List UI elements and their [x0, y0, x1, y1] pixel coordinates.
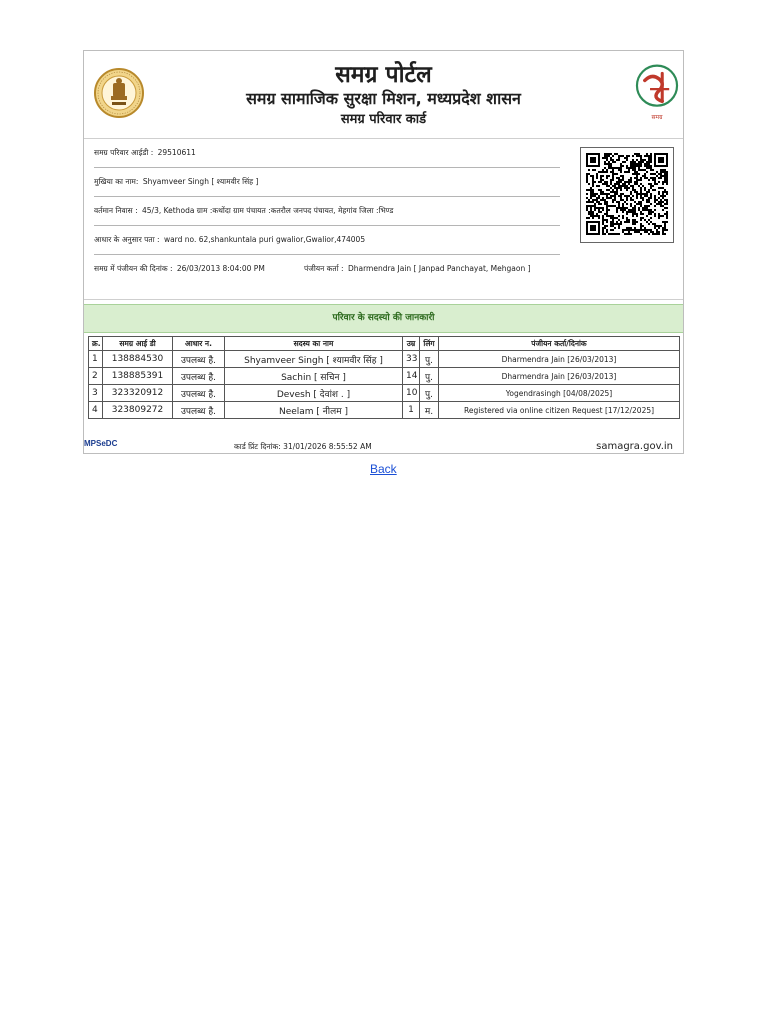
qr-code: [580, 147, 674, 243]
col-registrar-date: पंजीयन कर्ता/दिनांक: [439, 337, 680, 351]
cell-serial: 4: [89, 402, 103, 419]
card-title: समग्र परिवार कार्ड: [340, 112, 427, 127]
card-print-date: कार्ड प्रिंट दिनांक: 31/01/2026 8:55:52 AM: [234, 442, 372, 451]
cell-aadhaar: उपलब्ध है.: [173, 385, 225, 402]
family-id-label: समग्र परिवार आईडी :: [94, 148, 154, 157]
logo-caption: समग्र: [651, 114, 663, 121]
col-serial: क्र.: [89, 337, 103, 351]
cell-registrar-date: Dharmendra Jain [26/03/2013]: [439, 368, 680, 385]
members-table: [88, 336, 680, 419]
col-samagra-id: समग्र आई डी: [103, 337, 173, 351]
col-gender: लिंग: [420, 337, 439, 351]
cell-member-name: Neelam [ नीलम ]: [225, 402, 403, 419]
family-card: [83, 50, 684, 454]
head-name-value: Shyamveer Singh [ श्यामवीर सिंह ]: [142, 177, 259, 186]
aadhaar-address-value: ward no. 62,shankuntala puri gwalior,Gwalior,474005: [163, 235, 366, 244]
address-row: [94, 197, 560, 226]
family-id-row: [94, 139, 560, 168]
portal-title: समग्र पोर्टल: [335, 62, 432, 88]
table-row: [89, 402, 680, 419]
cell-samagra-id: 138885391: [103, 368, 173, 385]
aadhaar-address-row: [94, 226, 560, 255]
cell-registrar-date: Dharmendra Jain [26/03/2013]: [439, 351, 680, 368]
cell-age: 14: [403, 368, 420, 385]
cell-samagra-id: 323320912: [103, 385, 173, 402]
registrar-label: पंजीयन कर्ता :: [304, 264, 344, 273]
cell-member-name: Shyamveer Singh [ श्यामवीर सिंह ]: [225, 351, 403, 368]
cell-member-name: Sachin [ सचिन ]: [225, 368, 403, 385]
address-label: वर्तमान निवास :: [94, 206, 138, 215]
address-value: 45/3, Kethoda ग्राम :कथोंदा ग्राम पंचायत :कतरौल जनपद पंचायत, मेहगांव जिला :भिण्ड: [142, 206, 394, 215]
table-row: [89, 385, 680, 402]
registration-row: [94, 255, 560, 283]
registrar-value: Dharmendra Jain [ Janpad Panchayat, Mehgaon ]: [347, 264, 531, 273]
members-header-row: [89, 337, 680, 351]
reg-date-value: 26/03/2013 8:04:00 PM: [176, 264, 265, 273]
head-name-label: मुखिया का नाम:: [94, 177, 139, 186]
cell-member-name: Devesh [ देवांश . ]: [225, 385, 403, 402]
cell-gender: पु.: [420, 385, 439, 402]
aadhaar-address-label: आधार के अनुसार पता :: [94, 235, 160, 244]
cell-registrar-date: Yogendrasingh [04/08/2025]: [439, 385, 680, 402]
cell-aadhaar: उपलब्ध है.: [173, 402, 225, 419]
cell-age: 1: [403, 402, 420, 419]
cell-samagra-id: 323809272: [103, 402, 173, 419]
family-info-box: [84, 138, 683, 300]
head-name-row: [94, 168, 560, 197]
cell-serial: 1: [89, 351, 103, 368]
mission-subtitle: समग्र सामाजिक सुरक्षा मिशन, मध्यप्रदेश शासन: [246, 89, 521, 108]
cell-registrar-date: Registered via online citizen Request [17/12/2025]: [439, 402, 680, 419]
cell-gender: पु.: [420, 368, 439, 385]
cell-age: 10: [403, 385, 420, 402]
website-url: samagra.gov.in: [596, 441, 673, 452]
cell-serial: 2: [89, 368, 103, 385]
reg-date-label: समग्र में पंजीयन की दिनांक :: [94, 264, 173, 273]
table-row: [89, 368, 680, 385]
qr-code-icon: [581, 148, 673, 242]
samagra-logo: [629, 63, 685, 125]
back-link[interactable]: Back: [370, 462, 397, 476]
col-member-name: सदस्य का नाम: [225, 337, 403, 351]
samagra-logo-icon: [629, 63, 685, 117]
cell-gender: म.: [420, 402, 439, 419]
registrar-group: [304, 255, 531, 283]
cell-age: 33: [403, 351, 420, 368]
family-id-value: 29510611: [157, 148, 196, 157]
col-aadhaar: आधार न.: [173, 337, 225, 351]
cell-aadhaar: उपलब्ध है.: [173, 351, 225, 368]
cell-aadhaar: उपलब्ध है.: [173, 368, 225, 385]
mpsedc-logo: MPSeDC: [84, 439, 118, 448]
cell-samagra-id: 138884530: [103, 351, 173, 368]
table-row: [89, 351, 680, 368]
cell-serial: 3: [89, 385, 103, 402]
cell-gender: पु.: [420, 351, 439, 368]
col-age: उम्र: [403, 337, 420, 351]
members-section-title: परिवार के सदस्यो की जानकारी: [84, 304, 683, 333]
